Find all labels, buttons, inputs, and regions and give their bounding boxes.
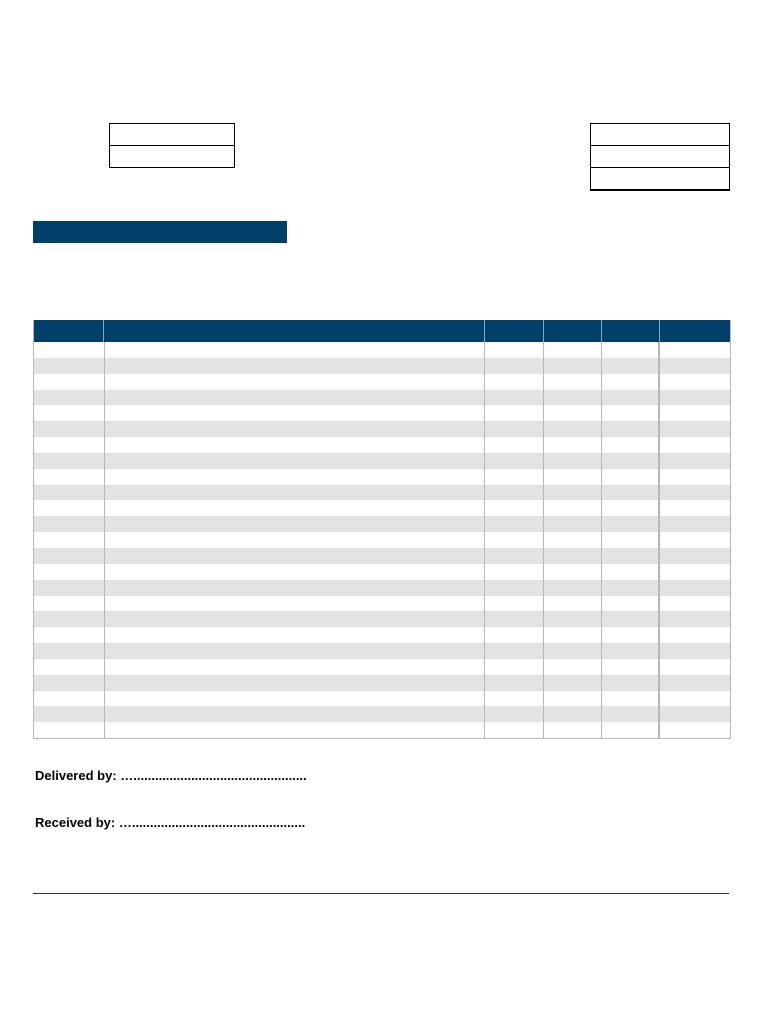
table-cell[interactable] bbox=[602, 596, 660, 612]
table-row bbox=[34, 342, 730, 358]
table-cell[interactable] bbox=[485, 659, 544, 675]
table-cell[interactable] bbox=[602, 421, 660, 437]
table-cell[interactable] bbox=[34, 706, 104, 722]
table-cell[interactable] bbox=[485, 675, 544, 691]
table-cell[interactable] bbox=[544, 516, 602, 532]
table-row bbox=[34, 564, 730, 580]
table-cell[interactable] bbox=[602, 390, 660, 406]
table-cell[interactable] bbox=[34, 437, 104, 453]
table-cell[interactable] bbox=[34, 358, 104, 374]
table-cell[interactable] bbox=[660, 374, 730, 390]
table-cell[interactable] bbox=[34, 453, 104, 469]
table-cell[interactable] bbox=[544, 469, 602, 485]
table-cell[interactable] bbox=[660, 643, 730, 659]
table-cell[interactable] bbox=[104, 706, 486, 722]
table-cell[interactable] bbox=[485, 691, 544, 707]
table-cell[interactable] bbox=[485, 596, 544, 612]
table-cell[interactable] bbox=[485, 485, 544, 501]
table-cell[interactable] bbox=[485, 722, 544, 738]
table-cell[interactable] bbox=[602, 580, 660, 596]
table-cell[interactable] bbox=[485, 374, 544, 390]
table-row bbox=[34, 469, 730, 485]
table-row bbox=[34, 627, 730, 643]
table-cell[interactable] bbox=[34, 659, 104, 675]
table-cell[interactable] bbox=[660, 421, 730, 437]
delivered-by-signature-field[interactable]: …................................................ bbox=[120, 768, 307, 783]
table-cell[interactable] bbox=[485, 706, 544, 722]
table-cell[interactable] bbox=[104, 421, 486, 437]
table-row bbox=[34, 659, 730, 675]
table-cell[interactable] bbox=[544, 342, 602, 358]
table-cell[interactable] bbox=[34, 611, 104, 627]
table-cell[interactable] bbox=[660, 580, 730, 596]
table-row bbox=[34, 485, 730, 501]
table-cell[interactable] bbox=[544, 500, 602, 516]
header-right-field[interactable] bbox=[591, 124, 729, 146]
table-cell[interactable] bbox=[544, 564, 602, 580]
table-cell[interactable] bbox=[544, 390, 602, 406]
table-cell[interactable] bbox=[602, 722, 660, 738]
table-cell[interactable] bbox=[602, 469, 660, 485]
table-row bbox=[34, 358, 730, 374]
header-right-fields bbox=[590, 123, 730, 191]
table-cell[interactable] bbox=[544, 675, 602, 691]
table-cell[interactable] bbox=[660, 627, 730, 643]
table-cell[interactable] bbox=[485, 358, 544, 374]
table-row bbox=[34, 691, 730, 707]
table-cell[interactable] bbox=[544, 706, 602, 722]
header-right-field[interactable] bbox=[591, 168, 729, 189]
table-cell[interactable] bbox=[485, 500, 544, 516]
table-cell[interactable] bbox=[660, 390, 730, 406]
table-cell[interactable] bbox=[104, 659, 486, 675]
table-cell[interactable] bbox=[544, 596, 602, 612]
table-cell[interactable] bbox=[602, 358, 660, 374]
table-cell[interactable] bbox=[485, 564, 544, 580]
table-cell[interactable] bbox=[602, 675, 660, 691]
table-cell[interactable] bbox=[104, 374, 486, 390]
table-cell[interactable] bbox=[660, 596, 730, 612]
table-cell[interactable] bbox=[660, 469, 730, 485]
table-cell[interactable] bbox=[485, 532, 544, 548]
header-left-fields bbox=[109, 123, 235, 168]
received-by-signature-field[interactable]: …................................................ bbox=[118, 815, 306, 830]
table-cell[interactable] bbox=[660, 564, 730, 580]
table-cell[interactable] bbox=[34, 405, 104, 421]
table-cell[interactable] bbox=[660, 485, 730, 501]
table-cell[interactable] bbox=[660, 548, 730, 564]
table-row bbox=[34, 643, 730, 659]
table-cell[interactable] bbox=[660, 659, 730, 675]
table-cell[interactable] bbox=[485, 611, 544, 627]
table-cell[interactable] bbox=[104, 485, 486, 501]
table-cell[interactable] bbox=[104, 405, 486, 421]
table-cell[interactable] bbox=[34, 722, 104, 738]
table-cell[interactable] bbox=[544, 453, 602, 469]
table-cell[interactable] bbox=[104, 358, 486, 374]
table-row bbox=[34, 437, 730, 453]
column-header bbox=[104, 320, 486, 342]
table-cell[interactable] bbox=[485, 453, 544, 469]
table-cell[interactable] bbox=[544, 532, 602, 548]
column-header bbox=[544, 320, 602, 342]
table-row bbox=[34, 706, 730, 722]
table-cell[interactable] bbox=[34, 627, 104, 643]
table-cell[interactable] bbox=[660, 500, 730, 516]
table-row bbox=[34, 405, 730, 421]
column-header bbox=[660, 320, 730, 342]
table-cell[interactable] bbox=[602, 706, 660, 722]
table-cell[interactable] bbox=[602, 485, 660, 501]
table-row bbox=[34, 548, 730, 564]
table-cell[interactable] bbox=[104, 437, 486, 453]
table-cell[interactable] bbox=[104, 469, 486, 485]
table-cell[interactable] bbox=[544, 374, 602, 390]
table-cell[interactable] bbox=[485, 469, 544, 485]
table-row bbox=[34, 596, 730, 612]
table-cell[interactable] bbox=[104, 453, 486, 469]
table-cell[interactable] bbox=[104, 627, 486, 643]
table-cell[interactable] bbox=[34, 548, 104, 564]
table-cell[interactable] bbox=[602, 437, 660, 453]
table-cell[interactable] bbox=[485, 342, 544, 358]
table-row bbox=[34, 675, 730, 691]
table-cell[interactable] bbox=[485, 405, 544, 421]
received-by-line bbox=[35, 815, 305, 830]
table-cell[interactable] bbox=[34, 500, 104, 516]
table-cell[interactable] bbox=[544, 643, 602, 659]
table-cell[interactable] bbox=[104, 643, 486, 659]
table-cell[interactable] bbox=[34, 485, 104, 501]
table-cell[interactable] bbox=[34, 596, 104, 612]
section-title-bar bbox=[33, 221, 287, 243]
table-cell[interactable] bbox=[104, 390, 486, 406]
table-cell[interactable] bbox=[485, 390, 544, 406]
table-cell[interactable] bbox=[660, 437, 730, 453]
delivered-by-line bbox=[35, 768, 307, 783]
column-header bbox=[34, 320, 104, 342]
table-row bbox=[34, 516, 730, 532]
table-cell[interactable] bbox=[602, 342, 660, 358]
table-cell[interactable] bbox=[544, 421, 602, 437]
table-row bbox=[34, 390, 730, 406]
table-cell[interactable] bbox=[104, 675, 486, 691]
table-row bbox=[34, 500, 730, 516]
table-cell[interactable] bbox=[660, 516, 730, 532]
table-cell[interactable] bbox=[485, 643, 544, 659]
table-cell[interactable] bbox=[485, 548, 544, 564]
table-cell[interactable] bbox=[544, 691, 602, 707]
table-body bbox=[34, 342, 730, 738]
table-cell[interactable] bbox=[485, 580, 544, 596]
table-cell[interactable] bbox=[660, 691, 730, 707]
table-cell[interactable] bbox=[104, 516, 486, 532]
header-left-field[interactable] bbox=[110, 124, 234, 146]
table-cell[interactable] bbox=[485, 516, 544, 532]
table-cell[interactable] bbox=[602, 627, 660, 643]
table-cell[interactable] bbox=[660, 706, 730, 722]
table-cell[interactable] bbox=[34, 390, 104, 406]
table-cell[interactable] bbox=[602, 564, 660, 580]
table-cell[interactable] bbox=[34, 643, 104, 659]
column-header bbox=[485, 320, 544, 342]
table-row bbox=[34, 421, 730, 437]
table-cell[interactable] bbox=[34, 564, 104, 580]
table-cell[interactable] bbox=[602, 516, 660, 532]
table-cell[interactable] bbox=[544, 659, 602, 675]
table-cell[interactable] bbox=[602, 532, 660, 548]
table-row bbox=[34, 532, 730, 548]
table-header bbox=[34, 320, 730, 342]
table-cell[interactable] bbox=[104, 691, 486, 707]
table-cell[interactable] bbox=[34, 374, 104, 390]
table-cell[interactable] bbox=[34, 421, 104, 437]
table-cell[interactable] bbox=[544, 627, 602, 643]
table-cell[interactable] bbox=[544, 548, 602, 564]
received-by-label: Received by: bbox=[35, 815, 116, 830]
table-cell[interactable] bbox=[544, 485, 602, 501]
table-cell[interactable] bbox=[602, 659, 660, 675]
footer-divider bbox=[33, 893, 729, 894]
table-cell[interactable] bbox=[104, 611, 486, 627]
table-cell[interactable] bbox=[602, 611, 660, 627]
table-cell[interactable] bbox=[602, 500, 660, 516]
table-cell[interactable] bbox=[544, 437, 602, 453]
table-cell[interactable] bbox=[544, 580, 602, 596]
table-cell[interactable] bbox=[34, 691, 104, 707]
table-cell[interactable] bbox=[485, 421, 544, 437]
table-cell[interactable] bbox=[602, 405, 660, 421]
table-cell[interactable] bbox=[602, 548, 660, 564]
table-cell[interactable] bbox=[544, 611, 602, 627]
table-cell[interactable] bbox=[660, 532, 730, 548]
table-cell[interactable] bbox=[544, 405, 602, 421]
table-cell[interactable] bbox=[602, 374, 660, 390]
header-left-field[interactable] bbox=[110, 146, 234, 167]
table-cell[interactable] bbox=[602, 453, 660, 469]
table-cell[interactable] bbox=[660, 358, 730, 374]
table-cell[interactable] bbox=[104, 596, 486, 612]
table-cell[interactable] bbox=[34, 516, 104, 532]
table-cell[interactable] bbox=[34, 469, 104, 485]
table-cell[interactable] bbox=[104, 722, 486, 738]
items-table bbox=[33, 320, 731, 739]
table-cell[interactable] bbox=[34, 580, 104, 596]
table-cell[interactable] bbox=[34, 342, 104, 358]
table-cell[interactable] bbox=[104, 342, 486, 358]
table-cell[interactable] bbox=[602, 643, 660, 659]
table-row bbox=[34, 453, 730, 469]
table-cell[interactable] bbox=[104, 500, 486, 516]
table-cell[interactable] bbox=[660, 611, 730, 627]
table-row bbox=[34, 722, 730, 738]
table-cell[interactable] bbox=[104, 548, 486, 564]
table-cell[interactable] bbox=[660, 675, 730, 691]
table-cell[interactable] bbox=[34, 532, 104, 548]
table-cell[interactable] bbox=[104, 564, 486, 580]
table-cell[interactable] bbox=[544, 722, 602, 738]
table-cell[interactable] bbox=[34, 675, 104, 691]
table-cell[interactable] bbox=[602, 691, 660, 707]
table-cell[interactable] bbox=[660, 405, 730, 421]
table-cell[interactable] bbox=[104, 580, 486, 596]
table-cell[interactable] bbox=[485, 437, 544, 453]
table-cell[interactable] bbox=[660, 453, 730, 469]
table-cell[interactable] bbox=[485, 627, 544, 643]
table-cell[interactable] bbox=[104, 532, 486, 548]
column-header bbox=[602, 320, 660, 342]
table-row bbox=[34, 580, 730, 596]
delivered-by-label: Delivered by: bbox=[35, 768, 117, 783]
table-cell[interactable] bbox=[544, 358, 602, 374]
table-row bbox=[34, 611, 730, 627]
table-row bbox=[34, 374, 730, 390]
table-cell[interactable] bbox=[660, 342, 730, 358]
table-cell[interactable] bbox=[660, 722, 730, 738]
header-right-field[interactable] bbox=[591, 146, 729, 168]
